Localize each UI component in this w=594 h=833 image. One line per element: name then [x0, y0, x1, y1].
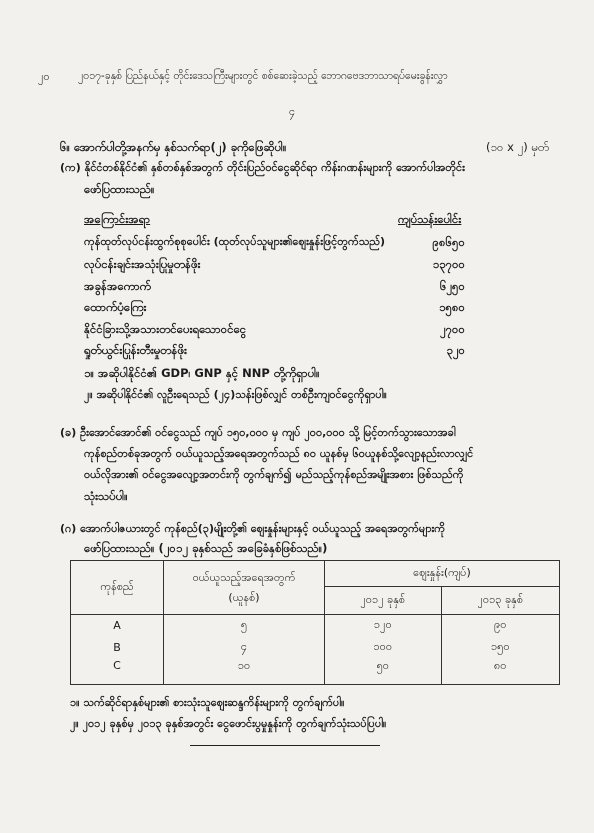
col-header-value: ကျပ်သန်းပေါင်း: [398, 212, 462, 226]
income-item-value: ၉၈၆၅၀: [432, 235, 465, 249]
question-6-intro: ၆။ အောက်ပါတို့အနက်မှ နှစ်သက်ရာ(၂) ခုကိုဖြေဆိုပါ။: [60, 140, 287, 154]
cell-price-2012: ၁၀၀: [325, 637, 442, 659]
cell-good: A: [71, 615, 164, 637]
income-item-value: ၂၇၀၀: [439, 322, 465, 336]
part-kha-text-1: (ခ) ဦးအောင်အောင်၏ ဝင်ငွေသည် ကျပ် ၁၅၀,၀၀၀ မှ ကျပ် ၂၀၀,၀၀၀ သို့ မြင့်တက်သွားသောအခါ: [60, 426, 456, 439]
part-ka-text-2: ဖော်ပြထားသည်။: [84, 182, 155, 196]
th-quantity-unit: (ယူနစ်): [228, 590, 260, 604]
th-year-2013: ၂၀၁၃ ခုနှစ်: [441, 587, 560, 615]
income-item-label: ရှုတ်ယွင်းပြုန်းတီးမှုတန်ဖိုး: [84, 343, 187, 357]
income-item-label: အခွန်အကောက်: [84, 279, 152, 293]
end-rule: [190, 745, 380, 746]
income-item-value: ၁၃၇၀၀: [432, 257, 465, 271]
part-ga-sub-1: ၁။ သက်ဆိုင်ရာနှစ်များ၏ စားသုံးသူဈေးဆန္ဒကိန်းများကို တွက်ချက်ပါ။: [70, 696, 345, 709]
table-row: [71, 659, 560, 685]
col-header-item: အကြောင်းအရာ: [84, 212, 151, 226]
cell-qty: ၅: [164, 615, 325, 637]
th-price: ဈေးနှုန်း(ကျပ်): [325, 561, 560, 587]
part-ka-text-1: (က) နိုင်ငံတစ်နိုင်ငံ၏ နှစ်တစ်နှစ်အတွက် တိုင်းပြည်ဝင်ငွေဆိုင်ရာ ကိန်းဂဏန်းများကို အောက်ပါအတိုင်း: [60, 161, 465, 174]
income-item-label: ထောက်ပံ့ကြေး: [84, 300, 147, 314]
cell-price-2013: ၈၀: [441, 659, 560, 685]
part-kha-text-2: ကုန်စည်တစ်ခုအတွက် ဝယ်ယူသည့်အရေအတွက်သည် ၈၀ ယူနစ်မှ ၆၀ယူနစ်သို့လျော့နည်းလာလျှင်: [84, 447, 474, 460]
part-kha-text-4: သုံးသပ်ပါ။: [84, 489, 128, 503]
income-item-label: နိုင်ငံခြားသို့အသားတင်ပေးရသောဝင်ငွေ: [84, 322, 247, 336]
cell-price-2013: ၉၀: [441, 615, 560, 637]
cell-price-2012: ၅၀: [325, 659, 442, 685]
table-row: [71, 615, 560, 637]
cell-price-2013: ၁၅၀: [441, 637, 560, 659]
income-item-value: ၁၅၈၀: [439, 300, 465, 314]
th-year-2012: ၂၀၁၂ ခုနှစ်: [325, 587, 442, 615]
running-title: ၂၀၁၇-ခုနှစ် ပြည်နယ်နှင့် တိုင်းဒေသကြီးများတွင် စစ်ဆေးခဲ့သည့် ဘောဂဗေဒဘာသာရပ်မေးခွန်းလွှာ: [78, 70, 448, 82]
income-item-label: ကုန်ထုတ်လုပ်ငန်းထွက်စုစုပေါင်း (ထုတ်လုပ်သူများ၏ဈေးနှုန်းဖြင့်တွက်သည်): [84, 235, 386, 248]
part-ga-text-1: (ဂ) အောက်ပါဇယားတွင် ကုန်စည်(၃)မျိုးတို့၏ ဈေးနှုန်းများနှင့် ဝယ်ယူသည့် အရေအတွက်များကို: [60, 522, 446, 535]
income-item-value: ၃၂၀: [446, 343, 465, 357]
section-marker: ၄: [289, 105, 296, 118]
th-goods: ကုန်စည်: [71, 561, 164, 615]
part-ga-sub-2: ၂။ ၂၀၁၂ ခုနှစ်မှ ၂၀၁၃ ခုနှစ်အတွင်း ငွေဖောင်းပွမှုနှုန်းကို တွက်ချက်သုံးသပ်ပြပါ။: [70, 717, 387, 730]
question-6-marks: (၁၀ x ၂) မှတ်: [486, 140, 550, 154]
part-kha-text-3: ဝယ်လိုအား၏ ဝင်ငွေအလျော့အတင်းကို တွက်ချက်၍ မည်သည့်ကုန်စည်အမျိုးအစား ဖြစ်သည်ကို: [84, 468, 464, 481]
income-item-value: ၆၂၅၀: [439, 279, 465, 293]
cell-good: C: [71, 659, 164, 685]
th-quantity-label: ဝယ်ယူသည့်အရေအတွက်: [192, 570, 296, 584]
income-item-label: လုပ်ငန်းချင်းအသုံးပြုမှုတန်ဖိုး: [84, 257, 201, 271]
cell-good: B: [71, 637, 164, 659]
part-ga-text-2: ဖော်ပြထားသည်။ (၂၀၁၂ ခုနှစ်သည် အခြေခံနှစ်ဖြစ်သည်။): [84, 541, 328, 555]
cell-qty: ၁၀: [164, 659, 325, 685]
page-number: ၂၀: [38, 70, 50, 83]
part-ka-sub-1: ၁။ အဆိုပါနိုင်ငံ၏ GDP၊ GNP နှင့် NNP တို့ကိုရှာပါ။: [84, 366, 320, 380]
part-ka-sub-2: ၂။ အဆိုပါနိုင်ငံ၏ လူဦးရေသည် (၂၄)သန်းဖြစ်လျှင် တစ်ဦးကျဝင်ငွေကိုရှာပါ။: [84, 388, 387, 401]
price-quantity-table: [70, 560, 560, 685]
th-quantity: [164, 561, 325, 615]
cell-qty: ၄: [164, 637, 325, 659]
table-row: [71, 637, 560, 659]
cell-price-2012: ၁၂၀: [325, 615, 442, 637]
